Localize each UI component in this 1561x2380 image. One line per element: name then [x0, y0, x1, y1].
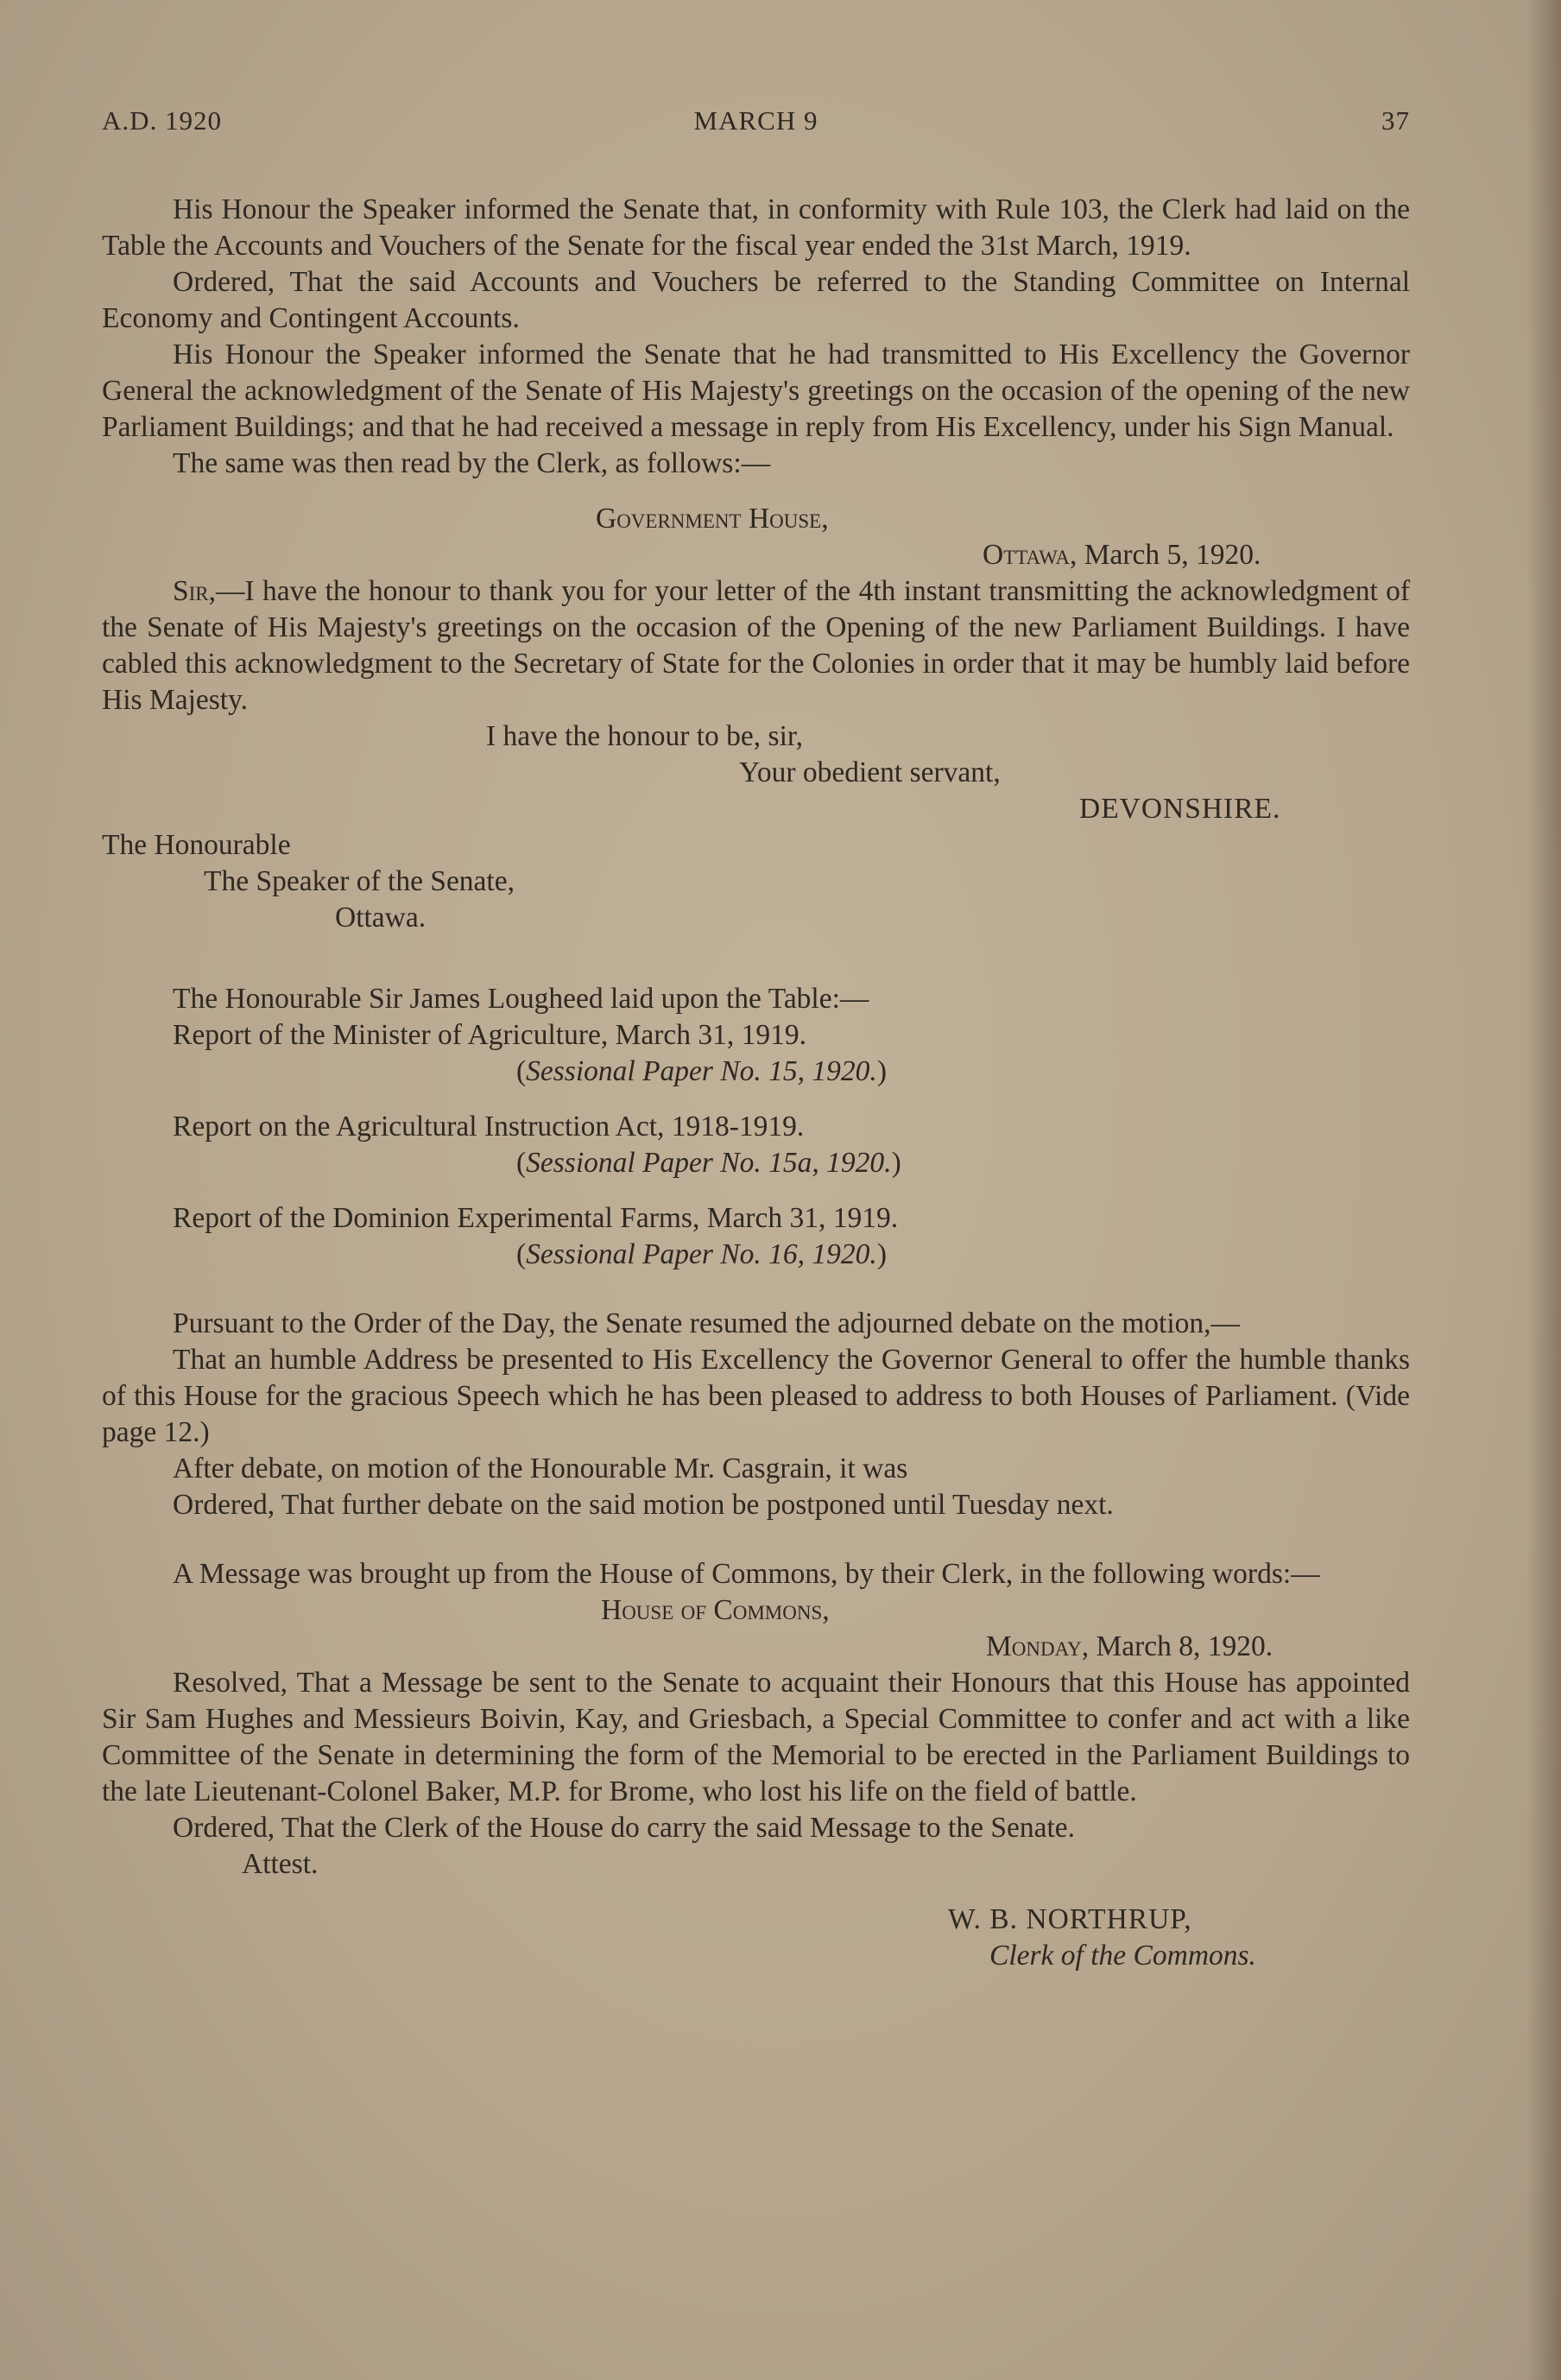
letter-place: Ottawa,: [983, 539, 1078, 571]
tabled-intro: The Honourable Sir James Lougheed laid upon the Table:—: [173, 983, 869, 1015]
clerk-title: Clerk of the Commons.: [989, 1940, 1256, 1972]
letter-text: —I have the honour to thank you for your letter of the 4th instant transmitting the acknowledgment of the Senate of His Majesty's greetings on the occasion of the Opening of the new Parliament Buildings. I have cabled this acknowledgment to the Secretary of State for the Colonies in order that it may be humbly laid before His Majesty.: [102, 575, 1410, 716]
paragraph-ordered-carry: Ordered, That the Clerk of the House do carry the said Message to the Senate.: [173, 1812, 1075, 1844]
tabled-item-title: Report of the Minister of Agriculture, March 31, 1919.: [173, 1019, 807, 1051]
message-day: Monday,: [986, 1630, 1090, 1662]
letter-addressee-3: Ottawa.: [335, 902, 427, 934]
letter-addressee-1: The Honourable: [102, 829, 291, 861]
letter-heading: Government House,: [596, 503, 829, 535]
tabled-item-ref: (Sessional Paper No. 15, 1920.): [516, 1055, 887, 1087]
paragraph-read-by-clerk: The same was then read by the Clerk, as follows:—: [173, 447, 771, 479]
running-header: [102, 105, 1410, 149]
letter-body: [102, 573, 1410, 718]
message-date: March 8, 1920.: [1096, 1630, 1273, 1662]
tabled-item-title: Report on the Agricultural Instruction Act, 1918-1919.: [173, 1111, 805, 1143]
message-heading: House of Commons,: [601, 1594, 830, 1626]
tabled-item-ref: (Sessional Paper No. 16, 1920.): [516, 1238, 887, 1270]
header-year: A.D. 1920: [102, 105, 223, 136]
letter-closing-1: I have the honour to be, sir,: [486, 720, 804, 752]
paragraph-accounts: His Honour the Speaker informed the Senate that, in conformity with Rule 103, the Clerk had laid on the Table the Accounts and Vouchers of the Senate for the fiscal year ended the 31st March, 1919.: [102, 193, 1410, 262]
letter-closing-2: Your obedient servant,: [739, 756, 1001, 788]
page-number: 37: [1381, 105, 1410, 136]
letter-dateline: [102, 537, 1410, 573]
tabled-item-ref: (Sessional Paper No. 15a, 1920.): [516, 1147, 901, 1179]
paragraph-humble-address: That an humble Address be presented to His Excellency the Governor General to offer the humble thanks of this House for the gracious Speech which he has been pleased to address to both Houses of Parliament. (Vide page 12.): [102, 1344, 1410, 1448]
paragraph-message-intro: A Message was brought up from the House of Commons, by their Clerk, in the following words:—: [173, 1558, 1320, 1590]
paragraph-ordered-postponed: Ordered, That further debate on the said motion be postponed until Tuesday next.: [173, 1489, 1114, 1521]
letter-date: March 5, 1920.: [1084, 539, 1261, 571]
letter-salutation: Sir,: [173, 575, 217, 607]
attest-label: Attest.: [242, 1848, 319, 1880]
paragraph-greetings: His Honour the Speaker informed the Senate that he had transmitted to His Excellency the Governor General the acknowledgment of the Senate of His Majesty's greetings on the occasion of the opening of the new Parliament Buildings; and that he had received a message in reply from His Excellency, under his Sign Manual.: [102, 339, 1410, 443]
paragraph-ordered-accounts: Ordered, That the said Accounts and Vouchers be referred to the Standing Committee on Internal Economy and Contingent Accounts.: [102, 266, 1410, 334]
paragraph-order-of-day: Pursuant to the Order of the Day, the Senate resumed the adjourned debate on the motion,—: [173, 1307, 1241, 1339]
letter-addressee-2: The Speaker of the Senate,: [204, 865, 515, 897]
page-edge-shadow: [1526, 0, 1561, 2380]
message-dateline: [102, 1629, 1410, 1665]
paragraph-after-debate: After debate, on motion of the Honourable Mr. Casgrain, it was: [173, 1453, 908, 1484]
paragraph-resolved: Resolved, That a Message be sent to the Senate to acquaint their Honours that this House has appointed Sir Sam Hughes and Messieurs Boivin, Kay, and Griesbach, a Special Committee to confer and act with a like Committee of the Senate in determining the form of the Memorial to be erected in the Parliament Buildings to the late Lieutenant-Colonel Baker, M.P. for Brome, who lost his life on the field of battle.: [102, 1667, 1410, 1807]
letter-signature: DEVONSHIRE.: [1079, 793, 1281, 825]
tabled-item-title: Report of the Dominion Experimental Farms, March 31, 1919.: [173, 1202, 899, 1234]
clerk-name: W. B. NORTHRUP,: [948, 1903, 1192, 1935]
header-date: MARCH 9: [693, 105, 818, 136]
page-body: [102, 192, 1410, 1974]
